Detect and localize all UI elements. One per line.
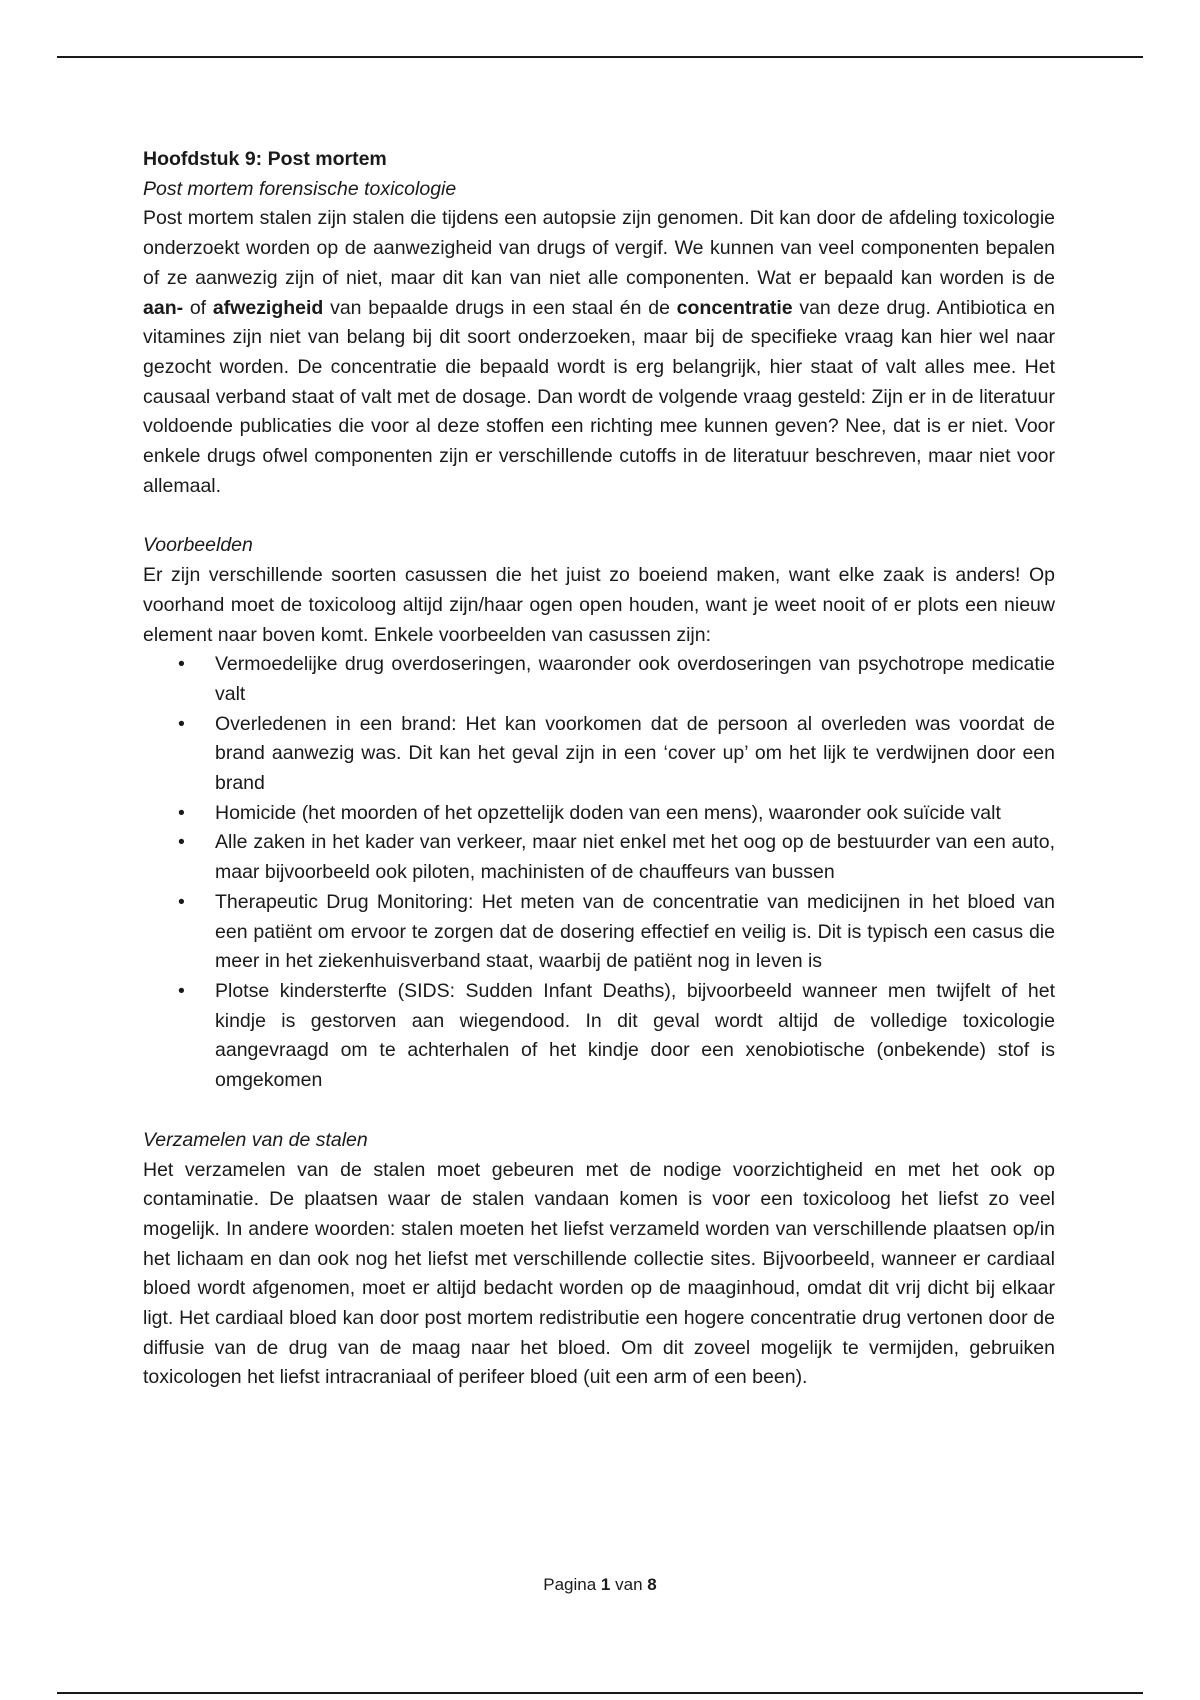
examples-list [143, 650, 1055, 1096]
paragraph-sample-collection: Het verzamelen van de stalen moet gebeuren met de nodige voorzichtigheid en met het ook op contaminatie. De plaatsen waar de stalen vandaan komen is voor een toxicoloog het liefst zo veel mogelijk. In andere woorden: stalen moeten het liefst verzameld worden van verschillende plaatsen op/in het lichaam en dan ook nog het liefst met verschillende collectie sites. Bijvoorbeeld, wanneer er cardiaal bloed wordt afgenomen, moet er altijd bedacht worden op de maaginhoud, omdat dit vrij dicht bij elkaar ligt. Het cardiaal bloed kan door post mortem redistributie een hogere concentratie drug vertonen door de diffusie van de drug van de maag naar het bloed. Om dit zoveel mogelijk te vermijden, gebruiken toxicologen het liefst intracraniaal of perifeer bloed (uit een arm of een been). [143, 1158, 1055, 1389]
page-label: Pagina [543, 1575, 597, 1594]
total-pages-number: 8 [647, 1575, 657, 1594]
list-item: • Alle zaken in het kader van verkeer, maar niet enkel met het oog op de bestuurder van een auto, maar bijvoorbeeld ook piloten, machinisten of de chauffeurs van bussen [215, 828, 1055, 887]
text-run: Post mortem stalen zijn stalen die tijdens een autopsie zijn genomen. Dit kan door de afdeling toxicologie onderzoekt worden op de aanwezigheid van drugs of vergif. We kunnen van veel componenten bepalen of ze aanwezig zijn of niet, maar dit kan van niet alle componenten. Wat er bepaald kan worden is de [143, 207, 1055, 289]
header-rule [57, 56, 1143, 58]
bold-term-aan: aan- [143, 296, 184, 319]
paragraph-post-mortem-samples [143, 204, 1055, 501]
page-of-label: van [615, 1575, 643, 1594]
text-run: van deze drug. Antibiotica en vitamines zijn niet van belang bij dit soort onderzoeken, maar bij de specifieke vraag kan hier wel naar gezocht worden. De concentratie die bepaald wordt is erg belangrijk, hier staat of valt alles mee. Het causaal verband staat of valt met de dosage. Dan wordt de volgende vraag gesteld: Zijn er in de literatuur voldoende publicaties die voor al deze stoffen een richting mee kunnen geven? Nee, dat is er niet. Voor enkele drugs ofwel componenten zijn er verschillende cutoffs in de literatuur beschreven, maar niet voor allemaal. [143, 296, 1055, 497]
paragraph-examples-intro: Er zijn verschillende soorten casussen die het juist zo boeiend maken, want elke zaak is anders! Op voorhand moet de toxicoloog altijd zijn/haar ogen open houden, want je weet nooit of er plots een nieuw element naar boven komt. Enkele voorbeelden van casussen zijn: [143, 564, 1055, 646]
spacer [143, 1096, 1055, 1126]
footer-rule [57, 1692, 1143, 1694]
page-content [143, 145, 1055, 1393]
section-subtitle-sample-collection: Verzamelen van de stalen [143, 1128, 368, 1151]
text-run: van bepaalde drugs in een staal én de [323, 296, 677, 319]
bold-term-afwezigheid: afwezigheid [212, 296, 324, 319]
current-page-number: 1 [600, 1575, 611, 1594]
spacer [143, 501, 1055, 531]
text-run: of [183, 296, 213, 319]
section-subtitle-forensic-toxicology: Post mortem forensische toxicologie [143, 177, 457, 200]
bold-term-concentratie: concentratie [676, 296, 793, 319]
list-item: • Homicide (het moorden of het opzettelijk doden van een mens), waaronder ook suïcide valt [215, 799, 1055, 829]
section-subtitle-examples: Voorbeelden [143, 534, 253, 557]
list-item: • Plotse kindersterfte (SIDS: Sudden Infant Deaths), bijvoorbeeld wanneer men twijfelt of het kindje is gestorven aan wiegendood. In dit geval wordt altijd de volledige toxicologie aangevraagd om te achterhalen of het kindje door een xenobiotische (onbekende) stof is omgekomen [215, 977, 1055, 1096]
page-footer [0, 1573, 1200, 1597]
chapter-title: Hoofdstuk 9: Post mortem [143, 148, 387, 170]
list-item: • Therapeutic Drug Monitoring: Het meten van de concentratie van medicijnen in het bloed van een patiënt om ervoor te zorgen dat de dosering effectief en veilig is. Dit is typisch een casus die meer in het ziekenhuisverband staat, waarbij de patiënt nog in leven is [215, 888, 1055, 977]
list-item: • Vermoedelijke drug overdoseringen, waaronder ook overdoseringen van psychotrope medicatie valt [215, 650, 1055, 709]
list-item: • Overledenen in een brand: Het kan voorkomen dat de persoon al overleden was voordat de brand aanwezig was. Dit kan het geval zijn in een ‘cover up’ om het lijk te verdwijnen door een brand [215, 710, 1055, 799]
